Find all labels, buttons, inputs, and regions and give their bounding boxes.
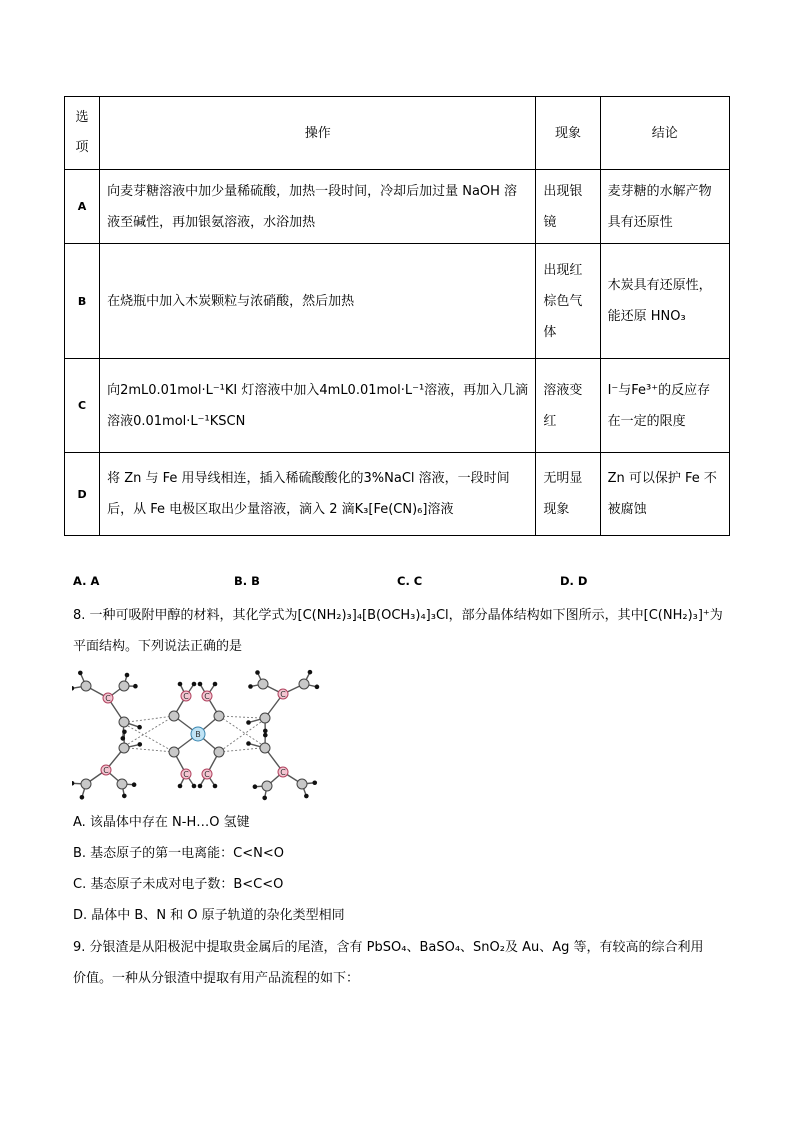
atom-h <box>198 682 203 687</box>
row-conclusion: I⁻与Fe³⁺的反应存在一定的限度 <box>600 359 729 453</box>
row-phenomenon: 出现红棕色气体 <box>536 244 600 359</box>
header-phenomenon: 现象 <box>536 97 600 170</box>
atom-h <box>213 784 218 789</box>
atom-gray <box>119 681 129 691</box>
atom-h <box>304 794 309 799</box>
row-operation: 在烧瓶中加入木炭颗粒与浓硝酸，然后加热 <box>100 244 536 359</box>
atom-gray <box>119 717 129 727</box>
atom-gray <box>119 743 129 753</box>
q8-stem-line1: 8. 一种可吸附甲醇的材料，其化学式为[C(NH₂)₃]₄[B(OCH₃)₄]₃Cl，部分晶体结构如下图所示，其中[C(NH₂)₃]⁺为 <box>73 608 723 623</box>
atom-gray <box>260 713 270 723</box>
atom-c-label: C <box>103 766 109 775</box>
header-option-label: 选项 <box>75 110 89 155</box>
hydrogen-bond <box>219 722 261 752</box>
row-conclusion: 木炭具有还原性，能还原 HNO₃ <box>600 244 729 359</box>
header-option <box>65 97 100 170</box>
row-option: A <box>65 170 100 244</box>
atom-h <box>72 781 74 786</box>
atom-h <box>262 796 267 801</box>
atom-c-label: C <box>204 770 210 779</box>
atom-h <box>255 670 260 675</box>
q8-option-c[interactable]: C. 基态原子未成对电子数：B<C<O <box>73 877 284 892</box>
row-option: D <box>65 453 100 536</box>
atom-h <box>312 780 317 785</box>
atom-h <box>263 733 268 738</box>
q7-choices <box>73 574 673 594</box>
atom-gray <box>260 743 270 753</box>
atom-b-label: B <box>195 730 201 739</box>
atom-c-label: C <box>183 770 189 779</box>
q8-option-b[interactable]: B. 基态原子的第一电离能：C<N<O <box>73 846 285 861</box>
hydrogen-bond <box>128 726 174 752</box>
atom-h <box>192 682 197 687</box>
atom-c-label: C <box>105 694 111 703</box>
atom-gray <box>117 779 127 789</box>
choice-b[interactable]: B. B <box>234 574 260 588</box>
hydrogen-bond <box>219 748 261 752</box>
atom-h <box>198 784 203 789</box>
atom-gray <box>81 681 91 691</box>
atom-h <box>178 784 183 789</box>
atom-h <box>248 684 253 689</box>
row-option: C <box>65 359 100 453</box>
table-header-row <box>65 97 730 170</box>
atom-h <box>80 795 85 800</box>
atom-c-label: C <box>204 692 210 701</box>
atom-gray <box>169 711 179 721</box>
atom-gray <box>169 747 179 757</box>
experiment-table <box>64 96 730 536</box>
hydrogen-bond <box>219 716 261 718</box>
atom-h <box>132 782 137 787</box>
row-phenomenon: 无明显现象 <box>536 453 600 536</box>
atom-h <box>246 720 251 725</box>
choice-a[interactable]: A. A <box>73 574 100 588</box>
q8-option-d[interactable]: D. 晶体中 B、N 和 O 原子轨道的杂化类型相同 <box>73 908 345 923</box>
row-operation: 将 Zn 与 Fe 用导线相连，插入稀硫酸酸化的3%NaCl 溶液，一段时间后，从 Fe 电极区取出少量溶液，滴入 2 滴K₃[Fe(CN)₆]溶液 <box>100 453 536 536</box>
atom-gray <box>214 711 224 721</box>
atom-h <box>213 682 218 687</box>
atom-h <box>246 741 251 746</box>
atom-gray <box>81 779 91 789</box>
atom-c-label: C <box>280 690 286 699</box>
atom-h <box>315 685 320 690</box>
choice-d[interactable]: D. D <box>560 574 588 588</box>
atom-h <box>178 682 183 687</box>
q8-option-a[interactable]: A. 该晶体中存在 N-H…O 氢键 <box>73 815 250 830</box>
atom-h <box>72 686 74 691</box>
q9-stem-line2: 价值。一种从分银渣中提取有用产品流程的如下： <box>73 971 360 986</box>
table-row <box>65 244 730 359</box>
row-conclusion: 麦芽糖的水解产物具有还原性 <box>600 170 729 244</box>
atom-gray <box>262 781 272 791</box>
row-operation: 向麦芽糖溶液中加少量稀硫酸，加热一段时间，冷却后加过量 NaOH 溶液至碱性，再加银氨溶液，水浴加热 <box>100 170 536 244</box>
atom-gray <box>297 779 307 789</box>
atom-c-label: C <box>183 692 189 701</box>
atom-h <box>133 684 138 689</box>
atom-h <box>125 673 130 678</box>
atom-h <box>253 784 258 789</box>
table-row <box>65 170 730 244</box>
atom-h <box>192 784 197 789</box>
table-row <box>65 453 730 536</box>
crystal-structure-diagram <box>72 666 324 802</box>
atom-h <box>138 742 143 747</box>
atom-h <box>122 794 127 799</box>
row-operation: 向2mL0.01mol·L⁻¹KI 灯溶液中加入4mL0.01mol·L⁻¹溶液，再加入几滴溶液0.01mol·L⁻¹KSCN <box>100 359 536 453</box>
atom-h <box>122 730 127 735</box>
atom-h <box>263 729 268 734</box>
q8-stem-line2: 平面结构。下列说法正确的是 <box>73 639 243 654</box>
hydrogen-bond <box>128 716 174 722</box>
atom-gray <box>258 679 268 689</box>
atom-h <box>308 670 313 675</box>
atom-h <box>78 671 83 676</box>
atom-h <box>137 725 142 730</box>
atom-gray <box>214 747 224 757</box>
choice-c[interactable]: C. C <box>397 574 423 588</box>
row-phenomenon: 溶液变红 <box>536 359 600 453</box>
hydrogen-bond <box>128 716 174 744</box>
row-conclusion: Zn 可以保护 Fe 不被腐蚀 <box>600 453 729 536</box>
row-option: B <box>65 244 100 359</box>
atom-c-label: C <box>280 768 286 777</box>
header-operation: 操作 <box>100 97 536 170</box>
q9-stem-line1: 9. 分银渣是从阳极泥中提取贵金属后的尾渣，含有 PbSO₄、BaSO₄、SnO₂及 Au、Ag 等，有较高的综合利用 <box>73 940 704 955</box>
table-row <box>65 359 730 453</box>
atom-gray <box>299 679 309 689</box>
row-phenomenon: 出现银镜 <box>536 170 600 244</box>
header-conclusion: 结论 <box>600 97 729 170</box>
atom-h <box>121 736 126 741</box>
